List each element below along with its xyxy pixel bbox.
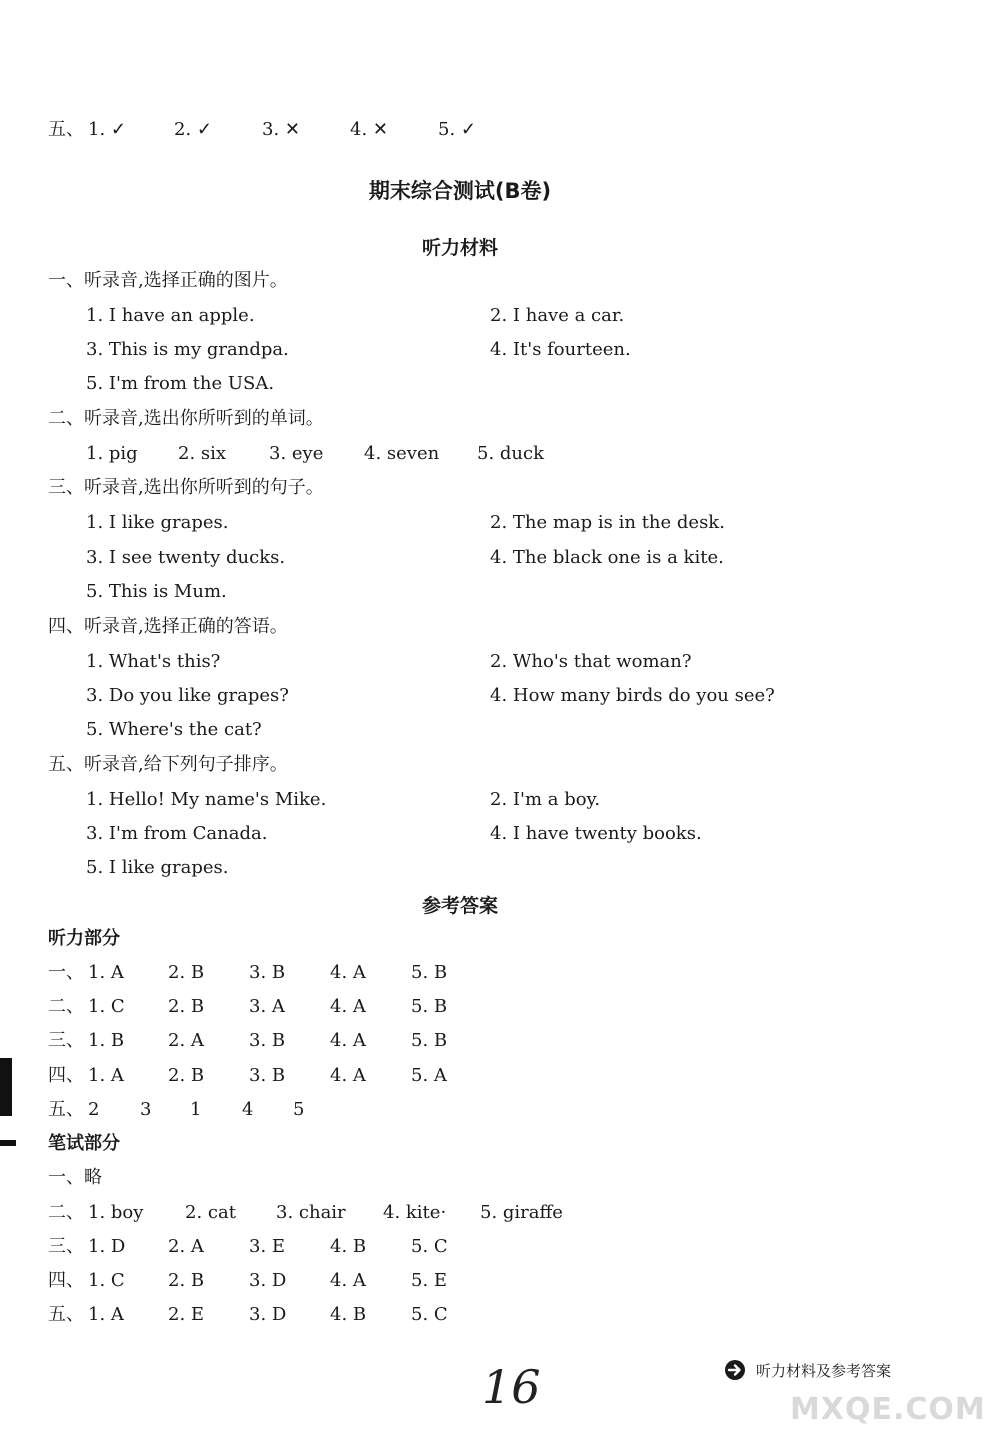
answer-item: 1. A xyxy=(88,1304,124,1325)
section-heading-4: 四、听录音,选择正确的答语。 xyxy=(48,616,288,637)
listening-part-label: 听力部分 xyxy=(48,928,120,949)
listening-heading: 听力材料 xyxy=(421,237,498,259)
list-item: 2. The map is in the desk. xyxy=(490,512,725,533)
list-item: 3. I'm from Canada. xyxy=(86,823,268,844)
answer-item: 1. C xyxy=(88,996,125,1017)
answer-item: 2. E xyxy=(168,1304,205,1325)
answer-item: 1. B xyxy=(88,1030,125,1051)
answer-item: 5. C xyxy=(411,1304,448,1325)
section-heading-5: 五、听录音,给下列句子排序。 xyxy=(48,754,288,775)
answer-item: 4. A xyxy=(330,1030,366,1051)
list-item: 5. I like grapes. xyxy=(86,857,229,878)
answer-item: 4. B xyxy=(330,1304,367,1325)
answer-item: 2. ✓ xyxy=(174,119,212,140)
list-item: 4. It's fourteen. xyxy=(490,339,631,360)
row-prefix: 三、 xyxy=(48,1236,84,1257)
answer-item: 2. B xyxy=(168,1065,205,1086)
list-item: 4. The black one is a kite. xyxy=(490,547,724,568)
list-item: 1. What's this? xyxy=(86,651,221,672)
list-item: 4. How many birds do you see? xyxy=(490,685,775,706)
answer-item: 5. B xyxy=(411,996,448,1017)
answer-item: 4. A xyxy=(330,1270,366,1291)
section-heading-1: 一、听录音,选择正确的图片。 xyxy=(48,270,288,291)
answer-item: 3. D xyxy=(249,1270,287,1291)
page-number: 16 xyxy=(482,1360,541,1414)
answer-item: 2. cat xyxy=(185,1202,236,1223)
row-prefix: 一、 xyxy=(48,962,84,983)
answer-item: 3. A xyxy=(249,996,285,1017)
answer-item: 3. B xyxy=(249,1030,286,1051)
list-item: 5. This is Mum. xyxy=(86,581,227,602)
list-item: 4. seven xyxy=(364,443,440,464)
list-item: 5. duck xyxy=(477,443,544,464)
answer-item: 3. D xyxy=(249,1304,287,1325)
answer-item: 4. A xyxy=(330,962,366,983)
section-heading-3: 三、听录音,选出你所听到的句子。 xyxy=(48,477,324,498)
list-item: 1. Hello! My name's Mike. xyxy=(86,789,327,810)
answer-item: 4. ✕ xyxy=(350,119,388,140)
answer-item: 4 xyxy=(242,1099,254,1120)
answer-item: 5. B xyxy=(411,962,448,983)
answer-item: 3. chair xyxy=(276,1202,346,1223)
row-prefix: 四、 xyxy=(48,1270,84,1291)
answer-item: 5. giraffe xyxy=(480,1202,563,1223)
list-item: 5. I'm from the USA. xyxy=(86,373,275,394)
arrow-right-circle-icon xyxy=(724,1359,746,1386)
page-title: 期末综合测试(B卷) xyxy=(368,179,552,203)
answer-item: 4. B xyxy=(330,1236,367,1257)
watermark: MXQE.COM xyxy=(790,1392,986,1427)
row-prefix: 五、 xyxy=(48,119,84,140)
answer-item: 2. B xyxy=(168,1270,205,1291)
answer-item: 2 xyxy=(88,1099,100,1120)
answer-item: 2. B xyxy=(168,962,205,983)
list-item: 1. I like grapes. xyxy=(86,512,229,533)
answer-item: 5. C xyxy=(411,1236,448,1257)
list-item: 3. I see twenty ducks. xyxy=(86,547,286,568)
answer-item: 5. A xyxy=(411,1065,447,1086)
list-item: 3. eye xyxy=(269,443,324,464)
answer-item: 1. A xyxy=(88,1065,124,1086)
list-item: 1. pig xyxy=(86,443,138,464)
answer-item: 1. D xyxy=(88,1236,126,1257)
list-item: 3. Do you like grapes? xyxy=(86,685,289,706)
answer-item: 1. boy xyxy=(88,1202,144,1223)
answer-item: 2. B xyxy=(168,996,205,1017)
answer-item: 1. ✓ xyxy=(88,119,126,140)
binding-mark xyxy=(0,1140,16,1146)
row-prefix: 五、 xyxy=(48,1099,84,1120)
binding-mark xyxy=(0,1058,12,1116)
answers-heading: 参考答案 xyxy=(421,895,498,917)
row-prefix: 五、 xyxy=(48,1304,84,1325)
answer-item: 4. A xyxy=(330,996,366,1017)
answer-item: 2. A xyxy=(168,1236,204,1257)
answer-item: 3. B xyxy=(249,962,286,983)
answer-item: 4. kite· xyxy=(383,1202,447,1223)
answer-item: 5 xyxy=(293,1099,305,1120)
section-heading-2: 二、听录音,选出你所听到的单词。 xyxy=(48,408,324,429)
list-item: 3. This is my grandpa. xyxy=(86,339,289,360)
answer-item: 2. A xyxy=(168,1030,204,1051)
answer-item: 5. E xyxy=(411,1270,448,1291)
answer-item: 5. B xyxy=(411,1030,448,1051)
list-item: 4. I have twenty books. xyxy=(490,823,702,844)
answer-item: 5. ✓ xyxy=(438,119,476,140)
answer-item: 3. B xyxy=(249,1065,286,1086)
row-prefix: 四、 xyxy=(48,1065,84,1086)
answer-item: 4. A xyxy=(330,1065,366,1086)
list-item: 1. I have an apple. xyxy=(86,305,255,326)
answer-item: 3 xyxy=(140,1099,152,1120)
written-part-label: 笔试部分 xyxy=(48,1133,120,1154)
row-prefix: 二、 xyxy=(48,996,84,1017)
list-item: 2. I have a car. xyxy=(490,305,625,326)
answer-item: 1. C xyxy=(88,1270,125,1291)
answer-item: 1 xyxy=(190,1099,202,1120)
footer-text: 听力材料及参考答案 xyxy=(756,1362,892,1380)
list-item: 2. Who's that woman? xyxy=(490,651,692,672)
row-prefix: 二、 xyxy=(48,1202,84,1223)
row-prefix: 三、 xyxy=(48,1030,84,1051)
list-item: 2. I'm a boy. xyxy=(490,789,601,810)
answer-item: 1. A xyxy=(88,962,124,983)
list-item: 5. Where's the cat? xyxy=(86,719,262,740)
list-item: 2. six xyxy=(178,443,227,464)
answer-item: 3. E xyxy=(249,1236,286,1257)
answer-item: 3. ✕ xyxy=(262,119,300,140)
answer-row: 一、略 xyxy=(48,1167,102,1188)
